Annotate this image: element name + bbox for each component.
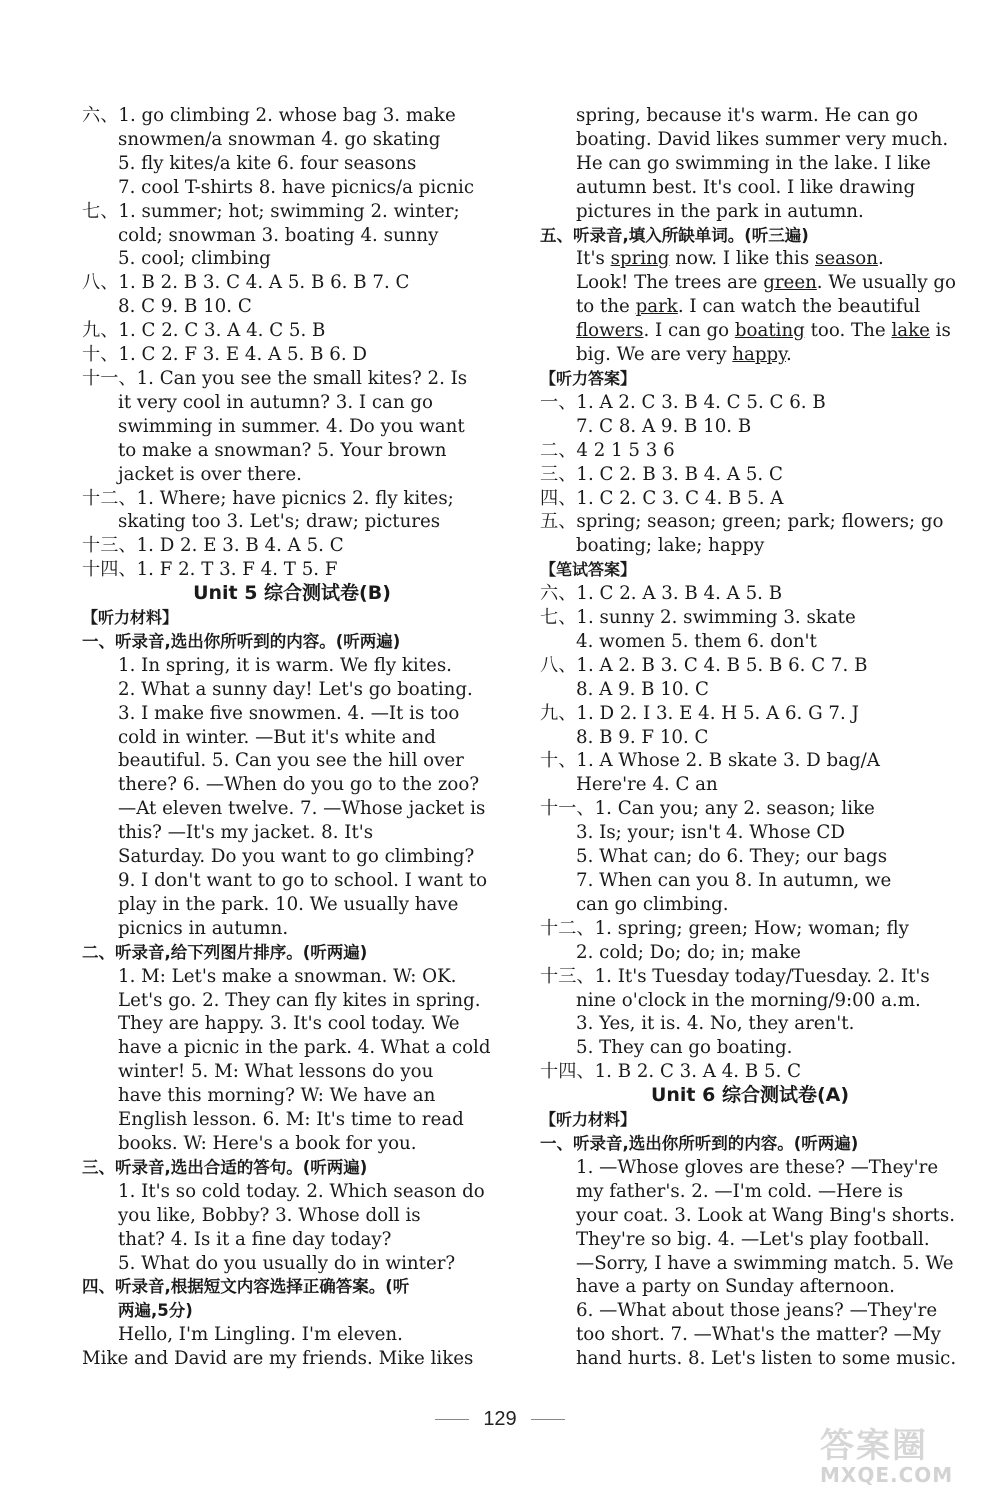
text-line: 二、4 2 1 5 3 6 — [540, 439, 675, 461]
text-line: 十二、1. spring; green; How; woman; fly — [540, 917, 909, 939]
text-line: picnics in autumn. — [118, 917, 289, 939]
text-line: it very cool in autumn? 3. I can go — [118, 391, 433, 413]
text-line: hand hurts. 8. Let's listen to some music. — [576, 1348, 957, 1370]
text-line: books. W: Here's a book for you. — [118, 1132, 417, 1154]
section-bracket-heading: 【听力答案】 — [540, 368, 637, 388]
text-line: 3. I make five snowmen. 4. —It is too — [118, 702, 460, 724]
text-line: 8. A 9. B 10. C — [576, 678, 709, 700]
text-line: nine o'clock in the morning/9:00 a.m. — [576, 989, 921, 1011]
text-line: winter! 5. M: What lessons do you — [118, 1061, 434, 1083]
text-line: 八、1. B 2. B 3. C 4. A 5. B 6. B 7. C — [82, 272, 410, 294]
text-line: 6. —What about those jeans? —They're — [576, 1300, 938, 1322]
text-line: 八、1. A 2. B 3. C 4. B 5. B 6. C 7. B — [540, 654, 868, 676]
text-line: 1. In spring, it is warm. We fly kites. — [118, 654, 452, 676]
text-line: 十一、1. Can you see the small kites? 2. Is — [82, 367, 468, 389]
text-line: can go climbing. — [576, 893, 729, 915]
text-line: Here're 4. C an — [576, 774, 718, 796]
text-line: skating too 3. Let's; draw; pictures — [118, 511, 441, 533]
text-line: Let's go. 2. They can fly kites in spring. — [118, 989, 481, 1011]
cloze-answer: boating — [734, 320, 805, 342]
text-line: Mike and David are my friends. Mike likes — [82, 1348, 474, 1370]
text-line: play in the park. 10. We usually have — [118, 893, 459, 915]
section-bracket-heading: 【听力材料】 — [540, 1110, 637, 1130]
text-line: 五、spring; season; green; park; flowers; go — [540, 511, 944, 533]
cloze-answer: lake — [891, 320, 930, 342]
text-line: to make a snowman? 5. Your brown — [118, 439, 447, 461]
text-line: 5. What can; do 6. They; our bags — [576, 846, 888, 868]
text-line: 5. cool; climbing — [118, 248, 271, 270]
text-line: 十三、1. D 2. E 3. B 4. A 5. C — [82, 535, 344, 557]
text-line: beautiful. 5. Can you see the hill over — [118, 750, 464, 772]
cloze-line: big. We are very happy. — [576, 344, 792, 366]
watermark-logo — [820, 1418, 990, 1487]
section-heading: 一、听录音,选出你所听到的内容。(听两遍) — [540, 1133, 859, 1153]
cloze-line: It's spring now. I like this season. — [576, 248, 884, 270]
text-line: 十二、1. Where; have picnics 2. fly kites; — [82, 487, 454, 509]
text-line: 十、1. C 2. F 3. E 4. A 5. B 6. D — [82, 344, 367, 366]
text-line: He can go swimming in the lake. I like — [576, 152, 931, 174]
section-heading: 一、听录音,选出你所听到的内容。(听两遍) — [82, 631, 401, 651]
text-line: have this morning? W: We have an — [118, 1085, 436, 1107]
text-line: 十四、1. B 2. C 3. A 4. B 5. C — [540, 1061, 802, 1083]
cloze-answer: green — [763, 272, 817, 294]
section-heading: 两遍,5分) — [118, 1301, 193, 1321]
cloze-passage — [540, 247, 960, 367]
text-line: 七、1. summer; hot; swimming 2. winter; — [82, 200, 460, 222]
section-heading: 四、听录音,根据短文内容选择正确答案。(听 — [82, 1277, 410, 1297]
text-line: 十、1. A Whose 2. B skate 3. D bag/A — [540, 750, 880, 772]
text-line: pictures in the park in autumn. — [576, 200, 864, 222]
text-line: have a party on Sunday afternoon. — [576, 1276, 895, 1298]
text-line: that? 4. Is it a fine day today? — [118, 1228, 392, 1250]
text-line: 8. C 9. B 10. C — [118, 296, 252, 318]
text-line: boating; lake; happy — [576, 535, 765, 557]
text-line: there? 6. —When do you go to the zoo? — [118, 774, 480, 796]
text-line: 5. fly kites/a kite 6. four seasons — [118, 152, 417, 174]
watermark-title: 答案圈 — [820, 1426, 928, 1466]
text-line: —Sorry, I have a swimming match. 5. We — [576, 1252, 954, 1274]
cloze-answer: spring — [610, 248, 670, 270]
text-line: 十一、1. Can you; any 2. season; like — [540, 798, 875, 820]
text-line: 2. cold; Do; do; in; make — [576, 941, 801, 963]
section-heading: 二、听录音,给下列图片排序。(听两遍) — [82, 942, 368, 962]
page-number-dash — [531, 1419, 565, 1420]
text-line: boating. David likes summer very much. — [576, 128, 949, 150]
text-line: 十四、1. F 2. T 3. F 4. T 5. F — [82, 559, 338, 581]
cloze-answer: flowers — [576, 320, 644, 342]
text-line: you like, Bobby? 3. Whose doll is — [118, 1204, 421, 1226]
text-line: They're so big. 4. —Let's play football. — [576, 1228, 930, 1250]
text-line: cold in winter. —But it's white and — [118, 726, 436, 748]
text-line: cold; snowman 3. boating 4. sunny — [118, 224, 439, 246]
text-line: They are happy. 3. It's cool today. We — [118, 1013, 460, 1035]
text-line: too short. 7. —What's the matter? —My — [576, 1324, 941, 1346]
page-number-text: 129 — [483, 1408, 517, 1430]
right-column — [540, 104, 960, 1371]
text-line: 六、1. go climbing 2. whose bag 3. make — [82, 105, 456, 126]
text-line: 5. What do you usually do in winter? — [118, 1252, 456, 1274]
unit-title: Unit 5 综合测试卷(B) — [193, 582, 391, 605]
text-line: Hello, I'm Lingling. I'm eleven. — [118, 1324, 403, 1346]
text-line: 1. —Whose gloves are these? —They're — [576, 1156, 939, 1178]
cloze-answer: park — [635, 296, 678, 318]
text-line: 三、1. C 2. B 3. B 4. A 5. C — [540, 463, 783, 485]
text-line: jacket is over there. — [118, 463, 302, 485]
text-line: Saturday. Do you want to go climbing? — [118, 846, 475, 868]
text-line: snowmen/a snowman 4. go skating — [118, 128, 441, 150]
text-line: 六、1. C 2. A 3. B 4. A 5. B — [540, 583, 783, 605]
section-heading: 五、听录音,填入所缺单词。(听三遍) — [540, 225, 809, 245]
text-line: 2. What a sunny day! Let's go boating. — [118, 678, 473, 700]
cloze-line: Look! The trees are green. We usually go — [576, 272, 956, 294]
unit-title: Unit 6 综合测试卷(A) — [650, 1084, 850, 1107]
text-line: 3. Yes, it is. 4. No, they aren't. — [576, 1013, 855, 1035]
right-column-bottom — [540, 367, 960, 1371]
cloze-line: to the park. I can watch the beautiful — [576, 296, 921, 318]
text-line: 一、1. A 2. C 3. B 4. C 5. C 6. B — [540, 391, 826, 413]
text-line: spring, because it's warm. He can go — [576, 105, 919, 126]
cloze-line: flowers. I can go boating too. The lake is — [576, 320, 951, 342]
text-line: —At eleven twelve. 7. —Whose jacket is — [118, 798, 486, 820]
watermark-url: MXQE.COM — [820, 1463, 954, 1487]
cloze-answer: season — [815, 248, 878, 270]
cloze-answer: happy — [732, 344, 786, 366]
text-line: 9. I don't want to go to school. I want to — [118, 870, 488, 891]
text-line: my father's. 2. —I'm cold. —Here is — [576, 1180, 904, 1202]
text-line: 九、1. C 2. C 3. A 4. C 5. B — [82, 320, 326, 342]
text-line: 3. Is; your; isn't 4. Whose CD — [576, 822, 845, 844]
text-line: autumn best. It's cool. I like drawing — [576, 176, 916, 198]
section-bracket-heading: 【笔试答案】 — [540, 560, 637, 580]
text-line: 七、1. sunny 2. swimming 3. skate — [540, 607, 856, 629]
text-line: 5. They can go boating. — [576, 1037, 793, 1059]
text-line: this? —It's my jacket. 8. It's — [118, 822, 374, 844]
text-line: 8. B 9. F 10. C — [576, 726, 709, 748]
text-line: have a picnic in the park. 4. What a cold — [118, 1037, 491, 1059]
text-line: 九、1. D 2. I 3. E 4. H 5. A 6. G 7. J — [540, 702, 859, 724]
left-column — [82, 104, 502, 1371]
text-line: your coat. 3. Look at Wang Bing's shorts. — [576, 1204, 955, 1226]
text-line: 7. When can you 8. In autumn, we — [576, 870, 892, 891]
section-heading: 三、听录音,选出合适的答句。(听两遍) — [82, 1157, 368, 1177]
page-number-dash — [435, 1419, 469, 1420]
section-bracket-heading: 【听力材料】 — [82, 608, 179, 628]
right-column-top — [540, 104, 960, 247]
text-line: 十三、1. It's Tuesday today/Tuesday. 2. It's — [540, 965, 930, 987]
text-line: English lesson. 6. M: It's time to read — [118, 1109, 464, 1131]
text-line: 7. C 8. A 9. B 10. B — [576, 415, 752, 437]
text-line: 四、1. C 2. C 3. C 4. B 5. A — [540, 487, 784, 509]
text-line: 1. M: Let's make a snowman. W: OK. — [118, 965, 457, 987]
text-line: swimming in summer. 4. Do you want — [118, 415, 465, 437]
text-line: 7. cool T-shirts 8. have picnics/a picnic — [118, 176, 475, 198]
text-line: 4. women 5. them 6. don't — [576, 630, 817, 652]
text-line: 1. It's so cold today. 2. Which season do — [118, 1180, 485, 1202]
